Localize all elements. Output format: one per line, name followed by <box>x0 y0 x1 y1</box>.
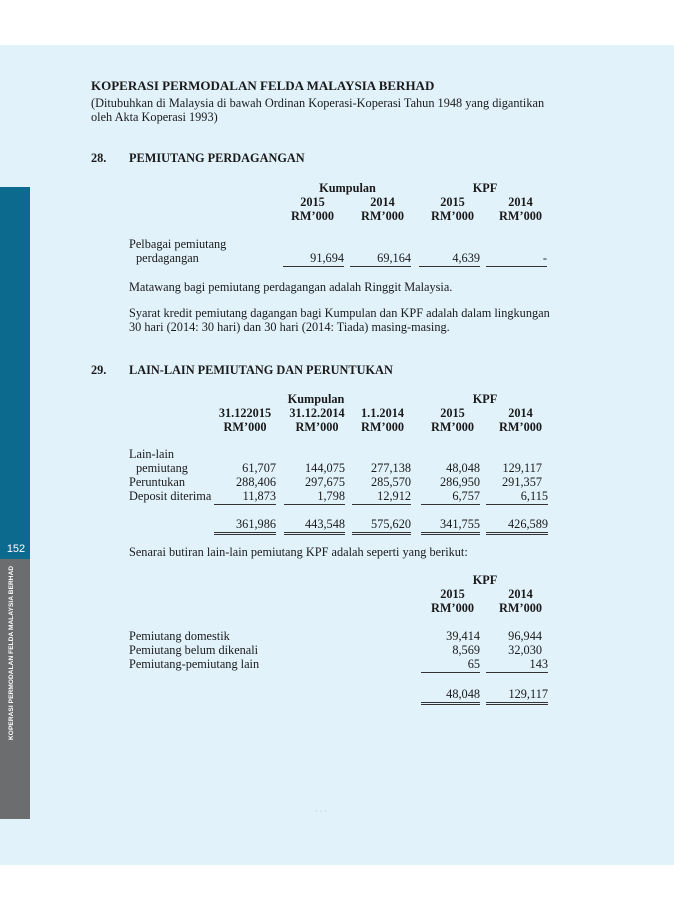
note29-date: 1.1.2014 <box>360 406 405 420</box>
document-title: KOPERASI PERMODALAN FELDA MALAYSIA BERHAD <box>91 78 435 93</box>
note29-row2-label: Peruntukan <box>129 475 186 489</box>
note29-number: 29. <box>91 363 107 377</box>
note28-year: 2015 <box>440 195 465 209</box>
note29-cell: 1,798 <box>284 489 345 505</box>
note29-row1-label-1: Lain-lain <box>129 447 175 461</box>
note29-cell: 288,406 <box>236 475 276 489</box>
note29-date: 31.12.2014 <box>289 406 345 420</box>
note29-sub-cell: 39,414 <box>446 629 480 643</box>
note29-unit: RM’000 <box>430 420 475 434</box>
note29-total: 426,589 <box>486 517 548 535</box>
note29-sub-year: 2014 <box>508 587 533 601</box>
note29-total: 443,548 <box>284 517 345 535</box>
document-page <box>0 45 674 865</box>
note28-value: - <box>486 251 547 267</box>
page-number: 152 <box>6 543 26 555</box>
note29-cell: 6,757 <box>421 489 480 505</box>
note29-cell: 144,075 <box>305 461 345 475</box>
note29-cell: 285,570 <box>371 475 411 489</box>
footer-dots: · · · <box>315 807 327 816</box>
note29-sub-group: KPF <box>472 573 498 587</box>
note28-year: 2014 <box>370 195 395 209</box>
note29-sub-row-label: Pemiutang-pemiutang lain <box>129 657 260 671</box>
note28-row-label-2: perdagangan <box>136 251 199 265</box>
note29-sub-cell: 65 <box>421 657 480 673</box>
note29-total: 361,986 <box>214 517 276 535</box>
note29-cell: 291,357 <box>502 475 542 489</box>
note29-sub-cell: 96,944 <box>508 629 542 643</box>
note29-cell: 61,707 <box>242 461 276 475</box>
side-bar-lower <box>0 559 30 819</box>
note29-group-kumpulan: Kumpulan <box>287 392 345 406</box>
note28-para1: Matawang bagi pemiutang perdagangan adalah Ringgit Malaysia. <box>129 280 453 294</box>
note29-sub-year: 2015 <box>440 587 465 601</box>
note29-sub-intro: Senarai butiran lain-lain pemiutang KPF adalah seperti yang berikut: <box>129 545 468 559</box>
note29-sub-row-label: Pemiutang domestik <box>129 629 230 643</box>
note28-year: 2015 <box>300 195 325 209</box>
note28-para2-line1: Syarat kredit pemiutang dagangan bagi Kumpulan dan KPF adalah dalam lingkungan <box>129 306 550 320</box>
note29-row1-label-2: pemiutang <box>136 461 188 475</box>
note29-sub-row-label: Pemiutang belum dikenali <box>129 643 259 657</box>
note29-sub-cell: 8,569 <box>452 643 480 657</box>
note29-cell: 277,138 <box>371 461 411 475</box>
note29-sub-cell: 32,030 <box>508 643 542 657</box>
note28-number: 28. <box>91 151 107 165</box>
note28-group-kumpulan: Kumpulan <box>319 181 376 195</box>
note29-sub-unit: RM’000 <box>430 601 475 615</box>
note29-sub-total: 129,117 <box>486 687 548 705</box>
document-subtitle-line2: oleh Akta Koperasi 1993) <box>91 110 218 124</box>
note28-para2-line2: 30 hari (2014: 30 hari) dan 30 hari (2014: Tiada) masing-masing. <box>129 320 450 334</box>
note29-total: 341,755 <box>421 517 480 535</box>
note29-row3-label: Deposit diterima <box>129 489 212 503</box>
note29-unit: RM’000 <box>360 420 405 434</box>
note29-cell: 48,048 <box>446 461 480 475</box>
note29-title: LAIN-LAIN PEMIUTANG DAN PERUNTUKAN <box>129 363 393 377</box>
note28-row-label-1: Pelbagai pemiutang <box>129 237 227 251</box>
note29-unit: RM’000 <box>295 420 339 434</box>
note28-title: PEMIUTANG PERDAGANGAN <box>129 151 305 165</box>
note28-unit: RM’000 <box>498 209 543 223</box>
note28-year: 2014 <box>508 195 533 209</box>
note29-total: 575,620 <box>352 517 411 535</box>
note28-group-kpf: KPF <box>472 181 498 195</box>
note28-unit: RM’000 <box>290 209 335 223</box>
note29-sub-unit: RM’000 <box>498 601 543 615</box>
note29-cell: 297,675 <box>305 475 345 489</box>
note28-value: 69,164 <box>350 251 411 267</box>
note28-unit: RM’000 <box>430 209 475 223</box>
side-bar <box>0 187 30 541</box>
note29-date: 2014 <box>508 406 533 420</box>
note29-cell: 11,873 <box>214 489 276 505</box>
note29-cell: 12,912 <box>352 489 411 505</box>
note29-unit: RM’000 <box>223 420 267 434</box>
note29-date: 2015 <box>440 406 465 420</box>
note29-cell: 129,117 <box>502 461 542 475</box>
note29-sub-cell: 143 <box>486 657 548 673</box>
note28-value: 4,639 <box>419 251 480 267</box>
note29-cell: 6,115 <box>486 489 548 505</box>
note29-date: 31.122015 <box>218 406 272 420</box>
note28-value: 91,694 <box>283 251 344 267</box>
note29-group-kpf: KPF <box>472 392 498 406</box>
note29-unit: RM’000 <box>498 420 543 434</box>
note29-sub-total: 48,048 <box>421 687 480 705</box>
note29-cell: 286,950 <box>440 475 480 489</box>
side-vertical-text: KOPERASI PERMODALAN FELDA MALAYSIA BERHAD <box>8 565 15 740</box>
document-subtitle-line1: (Ditubuhkan di Malaysia di bawah Ordinan Koperasi-Koperasi Tahun 1948 yang digantikan <box>91 96 545 110</box>
note28-unit: RM’000 <box>360 209 405 223</box>
